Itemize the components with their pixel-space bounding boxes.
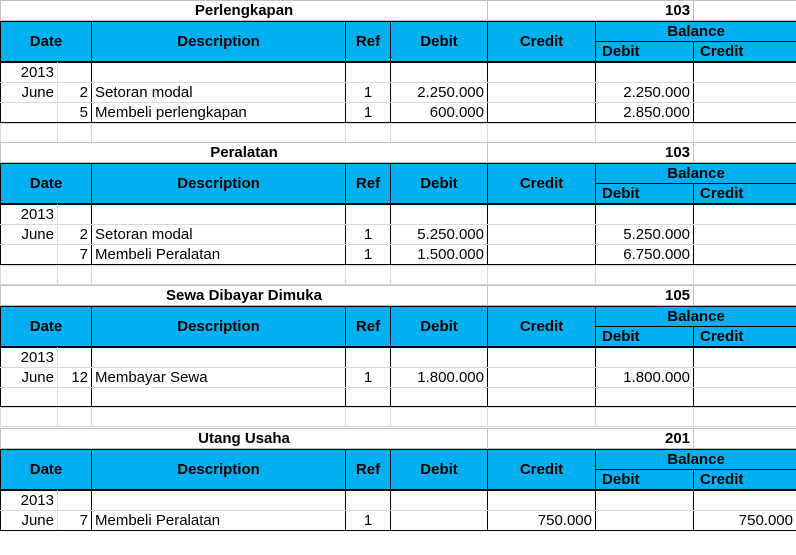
ref-cell <box>346 388 391 407</box>
header-credit: Credit <box>488 164 596 204</box>
ledger-entry-row <box>1 103 796 123</box>
description-cell <box>92 388 346 407</box>
ledger-section <box>0 285 796 427</box>
ledger-title-row <box>1 143 796 163</box>
header-balance-debit: Debit <box>596 327 694 347</box>
month-cell: June <box>1 368 58 388</box>
month-cell: June <box>1 511 58 531</box>
description-cell: Setoran modal <box>92 83 346 103</box>
header-balance-debit: Debit <box>596 470 694 490</box>
account-number: 105 <box>488 286 694 306</box>
balance-credit-cell <box>694 388 796 407</box>
ledger-table <box>0 428 796 449</box>
ledger-body <box>0 62 796 123</box>
year-cell: 2013 <box>1 63 58 83</box>
header-balance-credit: Credit <box>694 184 796 204</box>
balance-credit-cell: 750.000 <box>694 511 796 531</box>
balance-credit-cell <box>694 368 796 388</box>
header-description: Description <box>92 164 346 204</box>
ledger-entry-row <box>1 225 796 245</box>
header-balance: Balance <box>596 164 796 184</box>
debit-cell: 1.500.000 <box>391 245 488 265</box>
header-credit: Credit <box>488 450 596 490</box>
description-cell: Membayar Sewa <box>92 368 346 388</box>
balance-debit-cell: 1.800.000 <box>596 368 694 388</box>
header-balance-debit: Debit <box>596 184 694 204</box>
balance-debit-cell <box>596 388 694 407</box>
header-date: Date <box>1 450 92 490</box>
ledger-table <box>0 0 796 21</box>
header-description: Description <box>92 450 346 490</box>
header-ref: Ref <box>346 22 391 62</box>
credit-cell: 750.000 <box>488 511 596 531</box>
credit-cell <box>488 368 596 388</box>
ledger-title-row <box>1 286 796 306</box>
ref-cell: 1 <box>346 368 391 388</box>
ledger-body <box>0 347 796 407</box>
balance-credit-cell <box>694 83 796 103</box>
credit-cell <box>488 83 596 103</box>
month-cell <box>1 388 58 407</box>
ledger-header <box>0 449 796 490</box>
ledger-title-row <box>1 429 796 449</box>
ledger-entry-row <box>1 245 796 265</box>
balance-credit-cell <box>694 103 796 123</box>
ledger-title: Utang Usaha <box>1 429 488 449</box>
ledger-body <box>0 490 796 531</box>
description-cell: Membeli perlengkapan <box>92 103 346 123</box>
ledger-entry-row <box>1 511 796 531</box>
day-cell: 12 <box>58 368 92 388</box>
spacer-rows <box>0 407 796 427</box>
ledger-title-row <box>1 1 796 21</box>
balance-debit-cell: 2.250.000 <box>596 83 694 103</box>
ref-cell: 1 <box>346 103 391 123</box>
debit-cell: 600.000 <box>391 103 488 123</box>
header-credit: Credit <box>488 307 596 347</box>
header-debit: Debit <box>391 450 488 490</box>
header-credit: Credit <box>488 22 596 62</box>
debit-cell: 1.800.000 <box>391 368 488 388</box>
credit-cell <box>488 103 596 123</box>
credit-cell <box>488 225 596 245</box>
spacer-rows <box>0 265 796 285</box>
header-balance-credit: Credit <box>694 470 796 490</box>
header-balance-credit: Credit <box>694 327 796 347</box>
ledger-title: Sewa Dibayar Dimuka <box>1 286 488 306</box>
description-cell: Membeli Peralatan <box>92 245 346 265</box>
year-row <box>1 491 796 511</box>
spacer-rows <box>0 123 796 143</box>
ref-cell: 1 <box>346 225 391 245</box>
account-number: 201 <box>488 429 694 449</box>
debit-cell <box>391 511 488 531</box>
ledger-title: Peralatan <box>1 143 488 163</box>
header-description: Description <box>92 307 346 347</box>
account-number: 103 <box>488 143 694 163</box>
credit-cell <box>488 245 596 265</box>
balance-debit-cell: 2.850.000 <box>596 103 694 123</box>
month-cell: June <box>1 83 58 103</box>
ledger-table <box>0 142 796 163</box>
month-cell <box>1 245 58 265</box>
ledger-section <box>0 0 796 143</box>
header-date: Date <box>1 164 92 204</box>
ledger-section <box>0 142 796 285</box>
description-cell: Setoran modal <box>92 225 346 245</box>
year-row <box>1 63 796 83</box>
balance-debit-cell: 5.250.000 <box>596 225 694 245</box>
ledger-body <box>0 204 796 265</box>
balance-debit-cell: 6.750.000 <box>596 245 694 265</box>
debit-cell: 5.250.000 <box>391 225 488 245</box>
balance-credit-cell <box>694 225 796 245</box>
year-cell: 2013 <box>1 205 58 225</box>
ledger-entry-row <box>1 388 796 407</box>
header-balance-debit: Debit <box>596 42 694 62</box>
year-cell: 2013 <box>1 348 58 368</box>
year-cell: 2013 <box>1 491 58 511</box>
header-debit: Debit <box>391 22 488 62</box>
header-ref: Ref <box>346 164 391 204</box>
header-date: Date <box>1 22 92 62</box>
description-cell: Membeli Peralatan <box>92 511 346 531</box>
ref-cell: 1 <box>346 245 391 265</box>
account-number: 103 <box>488 1 694 21</box>
debit-cell <box>391 388 488 407</box>
ledger-header <box>0 21 796 62</box>
year-row <box>1 205 796 225</box>
day-cell: 7 <box>58 511 92 531</box>
day-cell: 7 <box>58 245 92 265</box>
year-row <box>1 348 796 368</box>
ref-cell: 1 <box>346 83 391 103</box>
balance-debit-cell <box>596 511 694 531</box>
header-balance-credit: Credit <box>694 42 796 62</box>
credit-cell <box>488 388 596 407</box>
day-cell: 2 <box>58 225 92 245</box>
ledger-section <box>0 428 796 531</box>
day-cell: 5 <box>58 103 92 123</box>
header-balance: Balance <box>596 307 796 327</box>
ledger-header <box>0 306 796 347</box>
ledger-entry-row <box>1 83 796 103</box>
ledger-entry-row <box>1 368 796 388</box>
month-cell: June <box>1 225 58 245</box>
ledger-title: Perlengkapan <box>1 1 488 21</box>
header-debit: Debit <box>391 164 488 204</box>
header-debit: Debit <box>391 307 488 347</box>
day-cell: 2 <box>58 83 92 103</box>
header-balance: Balance <box>596 22 796 42</box>
header-balance: Balance <box>596 450 796 470</box>
header-description: Description <box>92 22 346 62</box>
ledger-header <box>0 163 796 204</box>
day-cell <box>58 388 92 407</box>
header-ref: Ref <box>346 307 391 347</box>
balance-credit-cell <box>694 245 796 265</box>
header-ref: Ref <box>346 450 391 490</box>
ledger-table <box>0 285 796 306</box>
month-cell <box>1 103 58 123</box>
header-date: Date <box>1 307 92 347</box>
ref-cell: 1 <box>346 511 391 531</box>
debit-cell: 2.250.000 <box>391 83 488 103</box>
